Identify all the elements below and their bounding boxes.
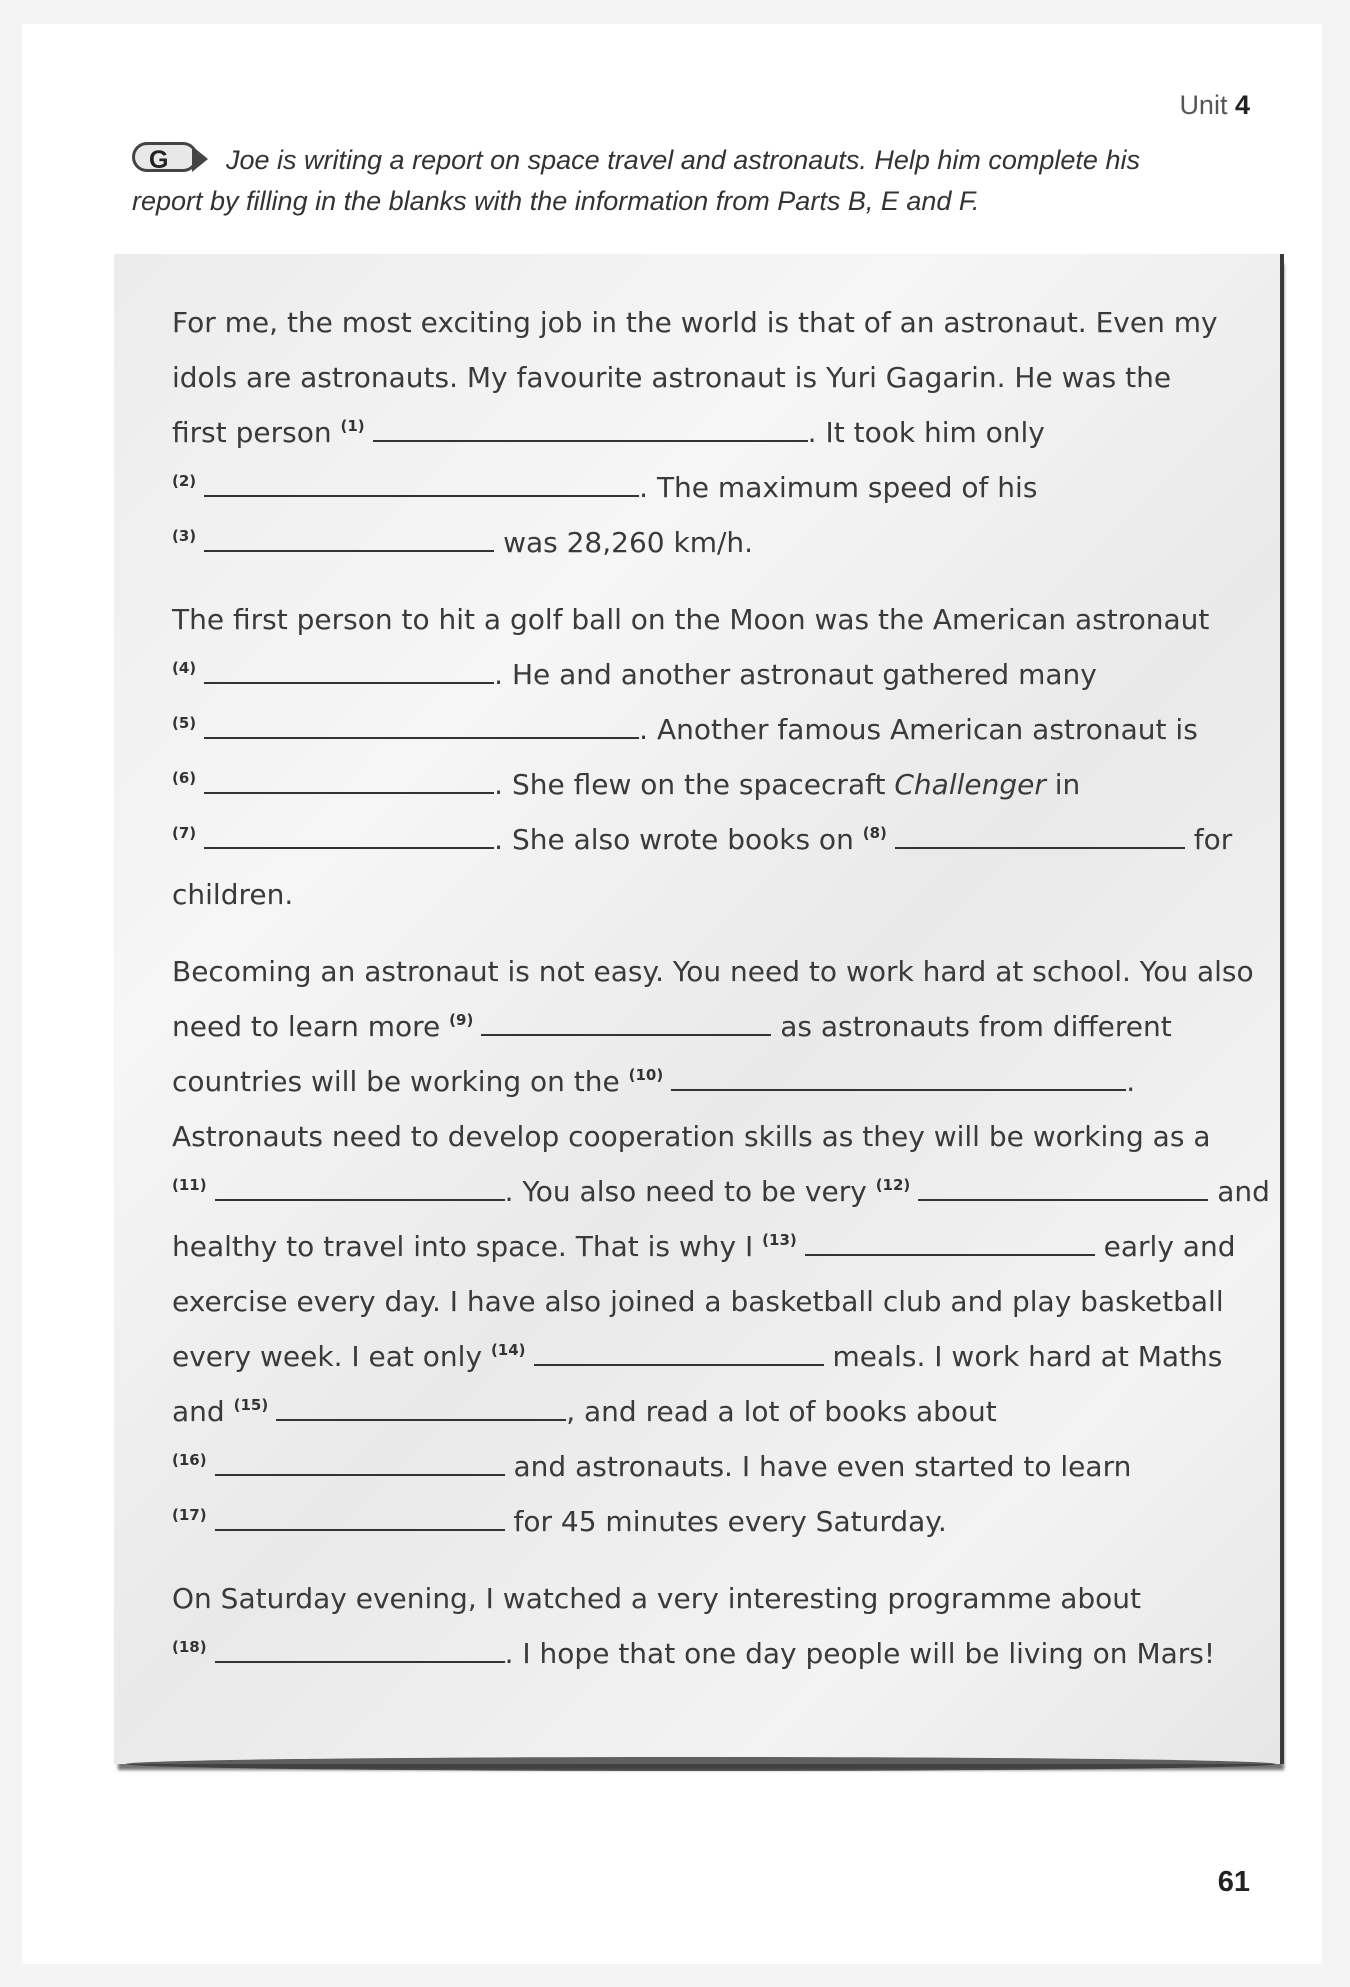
text: . It took him only — [807, 416, 1045, 449]
text: and — [1217, 1175, 1270, 1208]
exercise-letter: G — [132, 142, 198, 172]
instruction-text: Joe is writing a report on space travel and astronauts. Help him complete his report by filling in the blanks with the information from Parts B, E and F. — [132, 145, 1140, 216]
blank-3[interactable] — [204, 528, 494, 552]
paper-shadow — [126, 1757, 1276, 1771]
report-line — [172, 460, 1262, 515]
blank-4[interactable] — [204, 660, 494, 684]
report-line — [172, 1219, 1262, 1274]
text: for — [1193, 823, 1233, 856]
blank-number-14: (14) — [490, 1341, 526, 1359]
blank-1[interactable] — [373, 418, 808, 442]
report-line — [172, 1384, 1262, 1439]
text: Becoming an astronaut is not easy. You need to work hard at school. You also — [172, 955, 1254, 988]
unit-number: 4 — [1234, 90, 1250, 120]
blank-number-5: (5) — [172, 714, 197, 732]
report-line — [172, 1626, 1262, 1681]
blank-number-18: (18) — [172, 1638, 207, 1656]
report-line — [172, 1164, 1270, 1219]
text: every week. I eat only — [172, 1340, 483, 1373]
blank-9[interactable] — [481, 1012, 771, 1036]
blank-number-4: (4) — [172, 659, 197, 677]
blank-number-3: (3) — [172, 527, 197, 545]
blank-number-8: (8) — [862, 824, 887, 842]
text: , and read a lot of books about — [566, 1395, 997, 1428]
text: . Another famous American astronaut is — [639, 713, 1198, 746]
blank-18[interactable] — [215, 1639, 505, 1663]
blank-5[interactable] — [204, 715, 639, 739]
blank-number-10: (10) — [628, 1066, 664, 1084]
text: For me, the most exciting job in the world is that of an astronaut. Even my — [172, 306, 1218, 339]
report-line — [172, 515, 1262, 570]
blank-number-1: (1) — [340, 417, 365, 435]
report-line — [172, 867, 1262, 922]
text: . She flew on the spacecraft — [494, 768, 886, 801]
text: meals. I work hard at Maths — [832, 1340, 1223, 1373]
blank-17[interactable] — [215, 1507, 505, 1531]
report-line — [172, 405, 1262, 460]
report-line — [172, 350, 1262, 405]
blank-15[interactable] — [276, 1397, 566, 1421]
report-line — [172, 1439, 1262, 1494]
blank-2[interactable] — [204, 473, 639, 497]
blank-12[interactable] — [918, 1177, 1208, 1201]
text: first person — [172, 416, 332, 449]
blank-13[interactable] — [805, 1232, 1095, 1256]
report-line — [172, 944, 1262, 999]
spacecraft-name: Challenger — [894, 768, 1046, 801]
report-line — [172, 757, 1262, 812]
blank-16[interactable] — [215, 1452, 505, 1476]
text: . The maximum speed of his — [639, 471, 1038, 504]
text: countries will be working on the — [172, 1065, 620, 1098]
blank-11[interactable] — [215, 1177, 505, 1201]
blank-number-15: (15) — [233, 1396, 269, 1414]
report-line — [172, 999, 1262, 1054]
exercise-badge — [132, 142, 214, 176]
report-line — [172, 1329, 1262, 1384]
text: was 28,260 km/h. — [503, 526, 754, 559]
text: . I hope that one day people will be living on Mars! — [504, 1637, 1216, 1670]
text: . You also need to be very — [504, 1175, 867, 1208]
report-line — [172, 1494, 1262, 1549]
blank-number-13: (13) — [762, 1231, 797, 1249]
report-line — [172, 647, 1262, 702]
blank-number-2: (2) — [172, 472, 197, 490]
text: children. — [172, 878, 294, 911]
report-line — [172, 295, 1262, 350]
report-line — [172, 1054, 1262, 1109]
text: idols are astronauts. My favourite astronaut is Yuri Gagarin. He was the — [172, 361, 1172, 394]
blank-7[interactable] — [204, 825, 494, 849]
text: . — [1126, 1065, 1136, 1098]
text: The first person to hit a golf ball on the Moon was the American astronaut — [172, 603, 1210, 636]
blank-number-12: (12) — [875, 1176, 911, 1194]
page-number: 61 — [1217, 1866, 1250, 1898]
text: as astronauts from different — [780, 1010, 1172, 1043]
blank-number-6: (6) — [172, 769, 197, 787]
blank-number-16: (16) — [172, 1451, 207, 1469]
blank-10[interactable] — [671, 1067, 1126, 1091]
exercise-instruction — [132, 140, 1192, 222]
report-text — [172, 295, 1270, 1681]
text: On Saturday evening, I watched a very interesting programme about — [172, 1582, 1142, 1615]
text: . He and another astronaut gathered many — [494, 658, 1097, 691]
unit-word: Unit — [1179, 90, 1228, 120]
text: Astronauts need to develop cooperation skills as they will be working as a — [172, 1120, 1211, 1153]
report-line — [172, 1109, 1262, 1164]
blank-8[interactable] — [895, 825, 1185, 849]
report-line — [172, 1571, 1262, 1626]
unit-label — [1179, 90, 1250, 121]
blank-6[interactable] — [204, 770, 494, 794]
text: in — [1054, 768, 1081, 801]
text: early and — [1103, 1230, 1236, 1263]
blank-number-9: (9) — [449, 1011, 474, 1029]
text: healthy to travel into space. That is why I — [172, 1230, 754, 1263]
blank-14[interactable] — [534, 1342, 824, 1366]
text: and astronauts. I have even started to learn — [513, 1450, 1132, 1483]
text: and — [172, 1395, 225, 1428]
text: exercise every day. I have also joined a basketball club and play basketball — [172, 1285, 1224, 1318]
report-line — [172, 1274, 1262, 1329]
report-line — [172, 592, 1262, 647]
play-arrow-icon — [192, 146, 208, 172]
blank-number-11: (11) — [172, 1176, 207, 1194]
report-line — [172, 812, 1262, 867]
blank-number-17: (17) — [172, 1506, 207, 1524]
text: need to learn more — [172, 1010, 441, 1043]
text: for 45 minutes every Saturday. — [513, 1505, 947, 1538]
blank-number-7: (7) — [172, 824, 197, 842]
text: . She also wrote books on — [494, 823, 854, 856]
report-line — [172, 702, 1262, 757]
